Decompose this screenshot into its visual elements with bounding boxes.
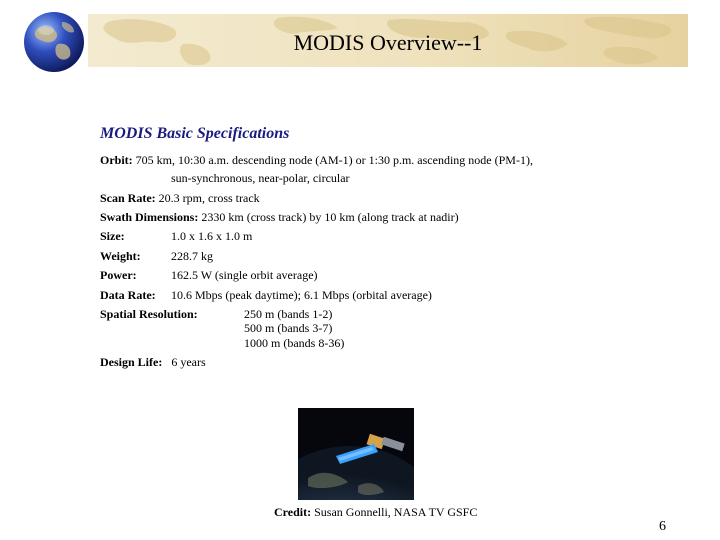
power-value: 162.5 W (single orbit average) <box>171 268 318 282</box>
satellite-image <box>298 408 414 500</box>
orbit-label: Orbit: <box>100 153 133 167</box>
orbit-value-continued: sun-synchronous, near-polar, circular <box>171 171 350 185</box>
orbit-value: 705 km, 10:30 a.m. descending node (AM-1) or 1:30 p.m. ascending node (PM-1), <box>135 153 533 167</box>
design-life-label: Design Life: <box>100 355 163 369</box>
datarate-label: Data Rate: <box>100 288 156 302</box>
design-life-value: 6 years <box>171 355 206 369</box>
power-label: Power: <box>100 268 137 282</box>
globe-icon <box>22 10 86 74</box>
spatial-resolution-label: Spatial Resolution: <box>100 307 198 321</box>
swath-label: Swath Dimensions: <box>100 210 199 224</box>
weight-value: 228.7 kg <box>171 249 213 263</box>
spec-swath <box>100 210 459 225</box>
spec-design-life <box>100 355 206 370</box>
swath-value: 2330 km (cross track) by 10 km (along track at nadir) <box>201 210 459 224</box>
page-number: 6 <box>659 519 666 534</box>
datarate-value: 10.6 Mbps (peak daytime); 6.1 Mbps (orbital average) <box>171 288 432 302</box>
page-title: MODIS Overview--1 <box>293 29 483 55</box>
image-credit <box>274 505 477 520</box>
credit-value: Susan Gonnelli, NASA TV GSFC <box>314 505 478 519</box>
size-value: 1.0 x 1.6 x 1.0 m <box>171 229 253 243</box>
spatial-resolution-value: 500 m (bands 3-7) <box>244 321 333 335</box>
specs-heading: MODIS Basic Specifications <box>100 125 290 142</box>
credit-label: Credit: <box>274 505 312 519</box>
spatial-resolution-value: 1000 m (bands 8-36) <box>244 336 345 350</box>
weight-label: Weight: <box>100 249 141 263</box>
spatial-resolution-value: 250 m (bands 1-2) <box>244 307 333 321</box>
scan-rate-label: Scan Rate: <box>100 191 156 205</box>
scan-rate-value: 20.3 rpm, cross track <box>158 191 260 205</box>
spec-orbit <box>100 153 533 168</box>
size-label: Size: <box>100 229 125 243</box>
spec-scan-rate <box>100 191 260 206</box>
